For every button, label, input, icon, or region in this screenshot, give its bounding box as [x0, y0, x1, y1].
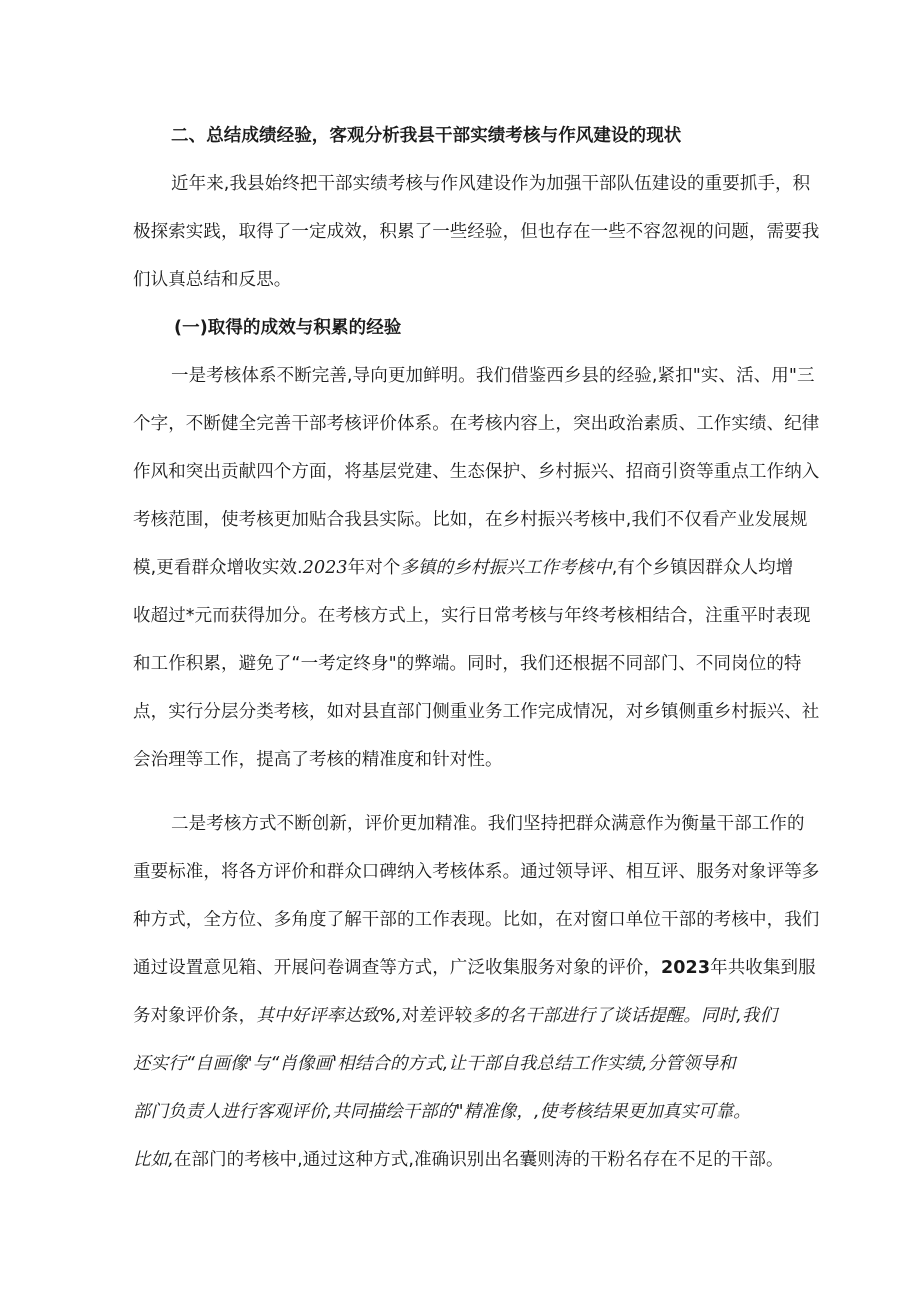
para1-line-7: 和工作积累，避免了“一考定终身"的弊端。同时，我们还根据不同部门、不同岗位的特: [133, 654, 802, 674]
para1-line-5: [133, 556, 793, 580]
para2-line-5-part-a: 务对象评价条，: [133, 1006, 257, 1026]
para2-line-5: [133, 1004, 777, 1028]
para1-line-2: 个字，不断健全完善干部考核评价体系。在考核内容上，突出政治素质、工作实绩、纪律: [133, 414, 820, 434]
para2-line-8: [133, 1148, 784, 1172]
para1-line-5-part-a: 模,更看群众增收实效.: [133, 558, 303, 578]
para2-line-2: 重要标准，将各方评价和群众口碑纳入考核体系。通过领导评、相互评、服务对象评等多: [133, 862, 820, 882]
para1-line-5-year: 2023: [302, 558, 348, 578]
para2-line-8-part-b: 在部门的考核中,通过这种方式,准确识别出名囊则涛的干粉名存在不足的干部。: [173, 1150, 784, 1170]
para2-line-4-part-c: 年共收集到服: [710, 958, 816, 978]
intro-line-2: 极探索实践，取得了一定成效，积累了一些经验，但也存在一些不容忽视的问题，需要我: [133, 222, 820, 242]
intro-line-3: 们认真总结和反思。: [133, 270, 292, 290]
para2-line-8-italic: 比如,: [133, 1150, 174, 1170]
para2-line-4: [133, 956, 816, 980]
subsection-heading: (一)取得的成效与积累的经验: [174, 318, 402, 338]
intro-line-1: 近年来,我县始终把干部实绩考核与作风建设作为加强干部队伍建设的重要抓手，积: [171, 174, 811, 194]
para2-line-3: 种方式，全方位、多角度了解干部的工作表现。比如，在对窗口单位干部的考核中，我们: [133, 910, 820, 930]
para1-line-8: 点，实行分层分类考核，如对县直部门侧重业务工作完成情况，对乡镇侧重乡村振兴、社: [133, 702, 820, 722]
para2-line-5-part-c: 对差评较: [401, 1006, 473, 1026]
para1-line-3: 作风和突出贡献四个方面，将基层党建、生态保护、乡村振兴、招商引资等重点工作纳入: [133, 462, 820, 482]
para1-line-9: 会治理等工作，提高了考核的精准度和针对性。: [133, 750, 503, 770]
para2-line-4-year: 2023: [661, 958, 711, 978]
para1-line-5-part-e: ,有个乡镇因群众人均增: [611, 558, 794, 578]
para1-line-6: 收超过*元而获得加分。在考核方式上，实行日常考核与年终考核相结合，注重平时表现: [133, 606, 811, 626]
para1-line-5-part-c: 年对个: [347, 558, 401, 578]
para2-line-4-part-a: 通过设置意见箱、开展问卷调查等方式，广泛收集服务对象的评价，: [133, 958, 661, 978]
section-heading: 二、总结成绩经验，客观分析我县干部实绩考核与作风建设的现状: [171, 126, 682, 146]
para1-line-4: 考核范围，使考核更加贴合我县实际。比如，在乡村振兴考核中,我们不仅看产业发展规: [133, 510, 808, 530]
para2-line-5-italic-b: 多的名干部进行了谈话提醒。同时,我们: [472, 1006, 778, 1026]
para2-line-6: 还实行“自画像'与“肖像画'相结合的方式,让干部自我总结工作实绩,分管领导和: [133, 1054, 736, 1074]
para2-line-7: 部门负责人进行客观评价,共同描绘干部的"精准像，,使考核结果更加真实可靠。: [133, 1102, 751, 1122]
para1-line-5-italic: 多镇的乡村振兴工作考核中: [400, 558, 612, 578]
para2-line-5-italic-a: 其中好评率达致%,: [256, 1006, 402, 1026]
para2-line-1: 二是考核方式不断创新，评价更加精准。我们坚持把群众满意作为衡量干部工作的: [171, 814, 805, 834]
para1-line-1: 一是考核体系不断完善,导向更加鲜明。我们借鉴西乡县的经验,紧扣"实、活、用"三: [171, 366, 815, 386]
